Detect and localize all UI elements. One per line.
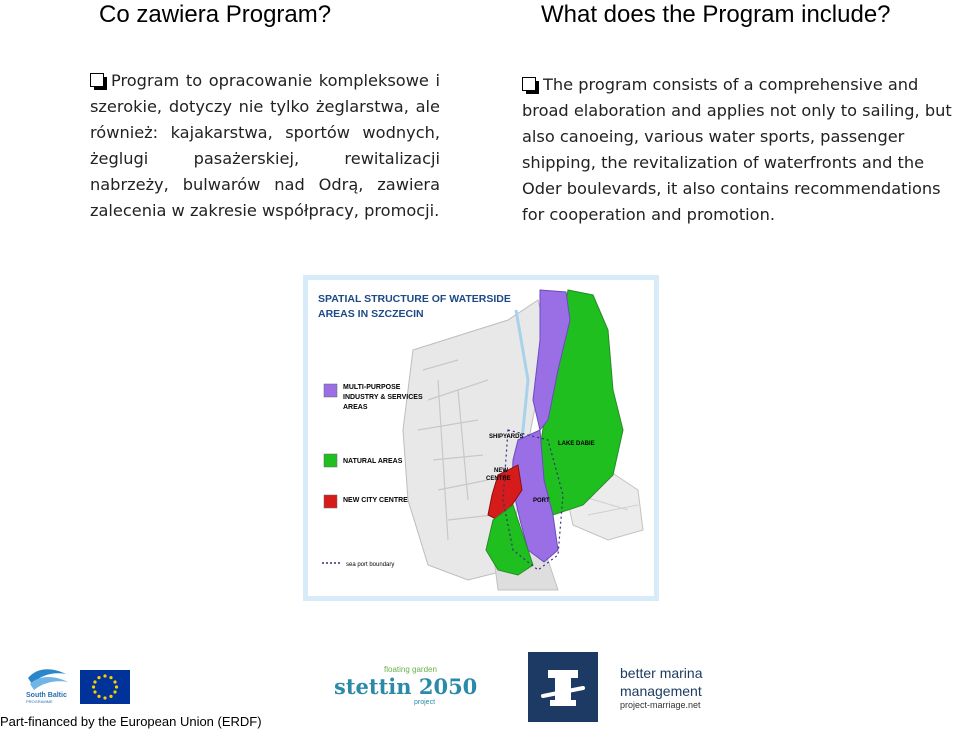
eu-flag-icon	[80, 670, 130, 704]
slide-title-english: What does the Program include?	[541, 1, 891, 28]
legend-label-port-boundary: sea port boundary	[346, 562, 395, 568]
south-baltic-logo	[24, 664, 76, 709]
legend-label-multipurpose-3: AREAS	[343, 404, 368, 411]
legend-label-multipurpose-1: MULTI-PURPOSE	[343, 384, 401, 391]
better-marina-text	[620, 664, 702, 700]
legend-swatch-new-centre	[324, 495, 337, 508]
map-title-line2: AREAS IN SZCZECIN	[318, 308, 424, 320]
szczecin-map	[303, 275, 659, 601]
south-baltic-label: South Baltic	[26, 692, 67, 699]
paragraph-english-text: The program consists of a comprehensive and broad elaboration and applies not only to sailing, but also canoeing, various water sports, passenger shipping, the revitalization of waterfronts and the Oder boulevards, it also contains recommendations for cooperation and promotion.	[522, 75, 952, 224]
map-title-line1: SPATIAL STRUCTURE OF WATERSIDE	[318, 293, 511, 305]
map-illustration	[308, 280, 654, 596]
place-label-new: NEW	[494, 468, 508, 474]
place-label-centre: CENTRE	[486, 476, 511, 482]
bmm-url: project-marriage.net	[620, 700, 701, 710]
legend-swatch-natural	[324, 454, 337, 467]
paragraph-polish	[90, 68, 440, 224]
paragraph-english	[522, 72, 962, 228]
paragraph-polish-text: Program to opracowanie kompleksowe i szerokie, dotyczy nie tylko żeglarstwa, ale również: kajakarstwa, sportów wodnych, żeglugi pasażerskiej, rewitalizacji nabrzeży, bulwarów nad Odrą, zawiera zalecenia w zakresie współpracy, promocji.	[90, 71, 440, 220]
place-label-port: PORT	[533, 498, 550, 504]
south-baltic-sub: PROGRAMME	[26, 699, 53, 704]
checkbox-bullet-icon	[522, 77, 536, 91]
marina-bollard-logo	[528, 652, 598, 722]
legend-label-natural: NATURAL AREAS	[343, 458, 403, 465]
place-label-shipyards: SHIPYARDS	[489, 434, 524, 440]
stettin-2050-logo	[334, 660, 478, 717]
stettin-label: stettin 2050	[334, 674, 478, 699]
legend-label-new-centre: NEW CITY CENTRE	[343, 497, 408, 504]
stettin-sub-label: project	[414, 699, 436, 706]
checkbox-bullet-icon	[90, 73, 104, 87]
legend-label-multipurpose-2: INDUSTRY & SERVICES	[343, 394, 423, 401]
bmm-line2: management	[620, 683, 702, 699]
place-label-lake: LAKE DABIE	[558, 441, 595, 447]
erdf-footer-text: Part-financed by the European Union (ERDF)	[0, 714, 262, 729]
stettin-top-label: floating garden	[384, 665, 437, 674]
bmm-line1: better marina	[620, 665, 703, 681]
slide-title-polish: Co zawiera Program?	[99, 1, 332, 28]
legend-swatch-multipurpose	[324, 384, 337, 397]
